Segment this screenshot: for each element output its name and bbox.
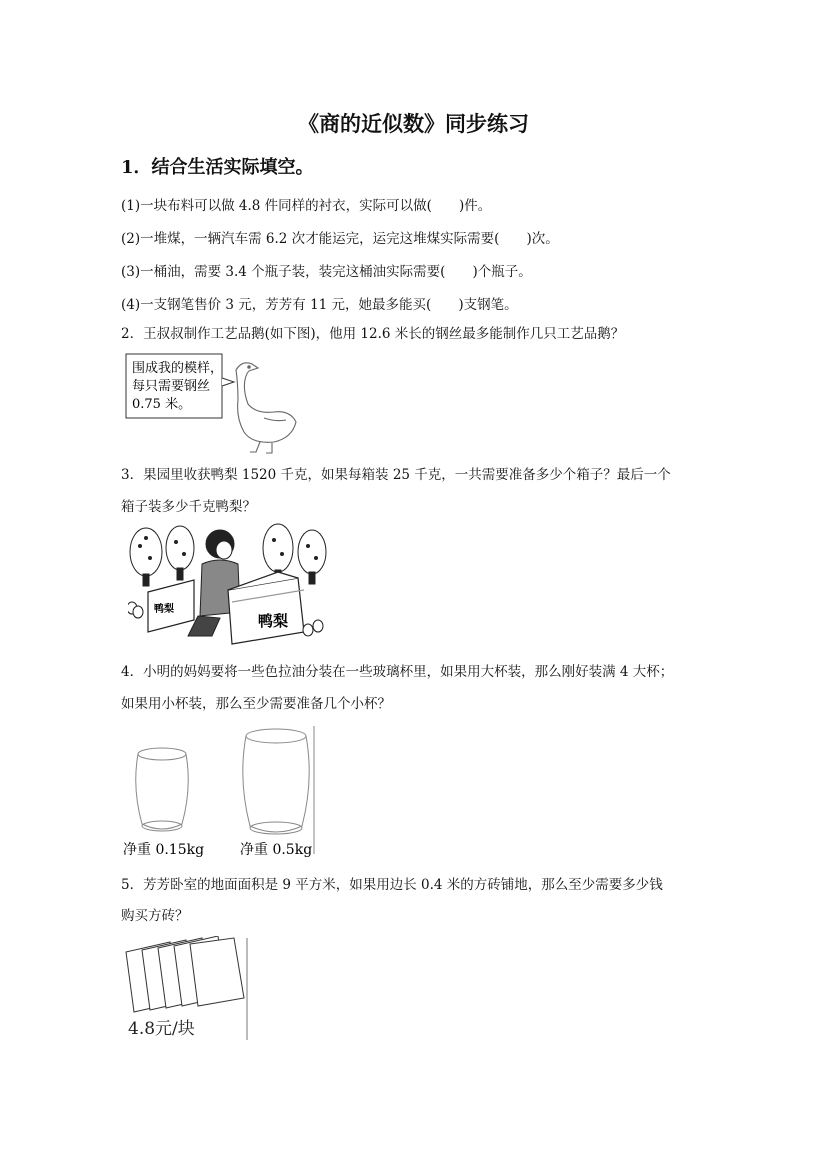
orchard-figure [128, 520, 328, 646]
small-cup-label: 净重 0.15kg [123, 842, 205, 858]
question-5-line-2: 购买方砖？ [121, 908, 189, 924]
goose-icon [236, 363, 296, 453]
fill-item-2: (2)一堆煤，一辆汽车需 6.2 次才能运完，运完这堆煤实际需要( )次。 [121, 231, 559, 247]
question-2-text: 2．王叔叔制作工艺品鹅(如下图)，他用 12.6 米长的钢丝最多能制作几只工艺品鹅？ [121, 326, 625, 342]
question-4-line-1: 4．小明的妈妈要将一些色拉油分装在一些玻璃杯里，如果用大杯装，那么刚好装满 4 大杯； [121, 664, 674, 680]
question-3-line-1: 3．果园里收获鸭梨 1520 千克，如果每箱装 25 千克，一共需要准备多少个箱子？最后一个 [121, 467, 671, 483]
small-cup-icon [136, 748, 189, 831]
cups-figure [120, 724, 330, 864]
tile-price-label: 4.8元/块 [128, 1019, 195, 1039]
big-cup-icon [243, 726, 314, 854]
pear-box-label-small: 鸭梨 [154, 604, 174, 615]
bubble-line-1: 围成我的模样， [132, 361, 224, 376]
bubble-line-2: 每只需要钢丝 [132, 379, 211, 394]
big-cup-label: 净重 0.5kg [240, 842, 313, 858]
pear-box-label: 鸭梨 [258, 612, 289, 630]
fill-item-3: (3)一桶油，需要 3.4 个瓶子装，装完这桶油实际需要( )个瓶子。 [121, 264, 532, 280]
fill-item-1: (1)一块布料可以做 4.8 件同样的衬衣，实际可以做( )件。 [121, 198, 492, 214]
fill-item-4: (4)一支钢笔售价 3 元，芳芳有 11 元，她最多能买( )支钢笔。 [121, 297, 518, 313]
section-1-heading: 1．结合生活实际填空。 [121, 157, 314, 178]
goose-figure [124, 352, 304, 456]
question-5-line-1: 5．芳芳卧室的地面面积是 9 平方米，如果用边长 0.4 米的方砖铺地，那么至少需要多少钱 [121, 877, 663, 893]
page-title: 《商的近似数》同步练习 [298, 111, 529, 136]
tile-icon [126, 936, 244, 1012]
bubble-line-3: 0.75 米。 [132, 397, 192, 412]
question-3-line-2: 箱子装多少千克鸭梨？ [121, 499, 256, 515]
question-4-line-2: 如果用小杯装，那么至少需要准备几个小杯？ [121, 696, 391, 712]
tiles-figure [120, 936, 255, 1042]
